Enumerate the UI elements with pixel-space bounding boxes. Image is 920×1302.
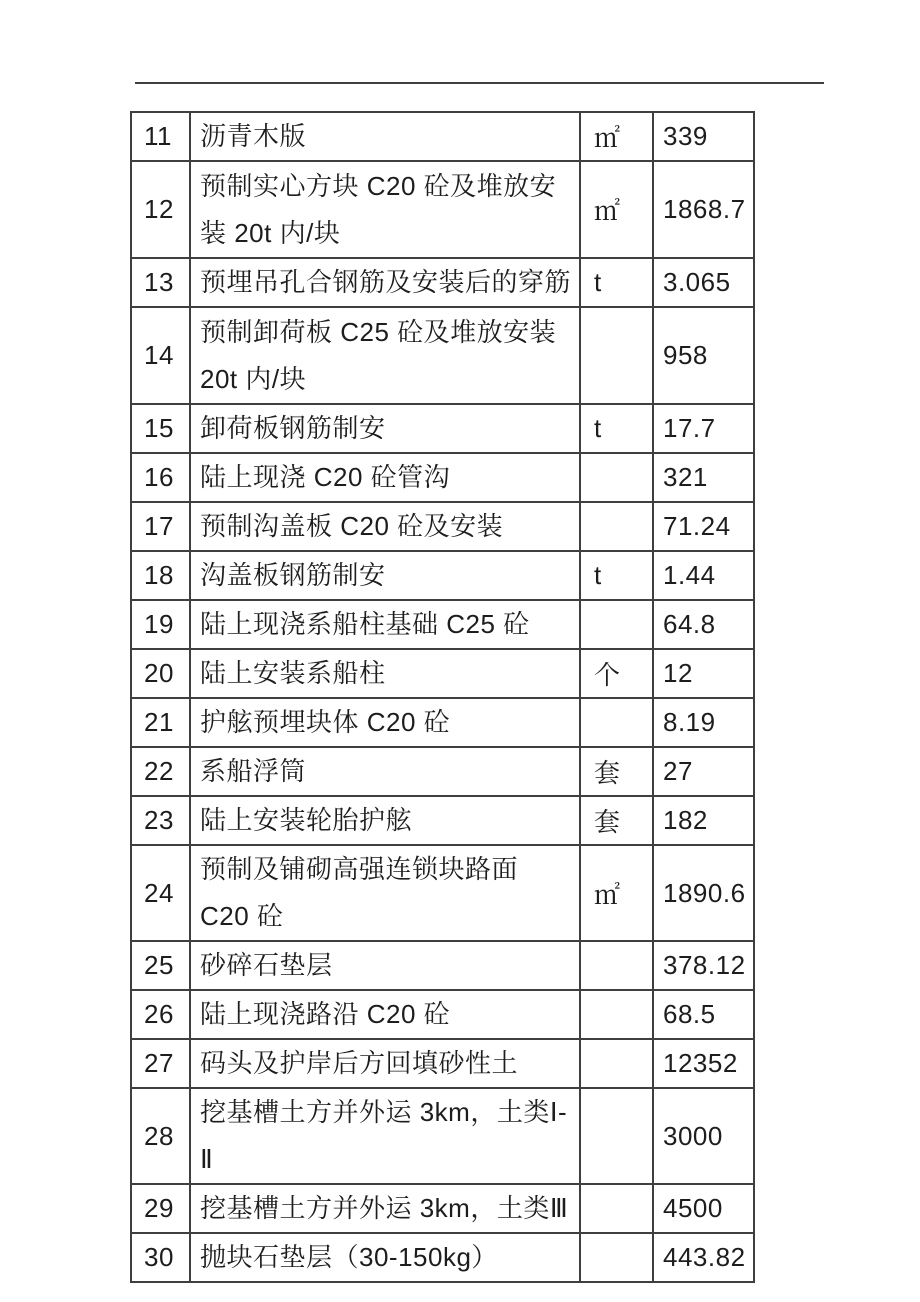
item-unit: 套 — [580, 747, 653, 796]
row-number: 20 — [131, 649, 190, 698]
row-number: 21 — [131, 698, 190, 747]
quantities-table — [130, 111, 755, 1283]
table-row — [131, 845, 754, 941]
table-row — [131, 502, 754, 551]
item-description: 陆上现浇 C20 砼管沟 — [190, 453, 580, 502]
item-quantity: 443.82 — [653, 1233, 754, 1282]
item-quantity: 27 — [653, 747, 754, 796]
item-unit: 个 — [580, 649, 653, 698]
item-description: 预制卸荷板 C25 砼及堆放安装 20t 内/块 — [190, 307, 580, 404]
item-description: 沟盖板钢筋制安 — [190, 551, 580, 600]
item-quantity: 64.8 — [653, 600, 754, 649]
table-row — [131, 1233, 754, 1282]
item-quantity: 8.19 — [653, 698, 754, 747]
item-description: 卸荷板钢筋制安 — [190, 404, 580, 453]
row-number: 25 — [131, 941, 190, 990]
row-number: 19 — [131, 600, 190, 649]
item-unit — [580, 1184, 653, 1233]
row-number: 23 — [131, 796, 190, 845]
item-description: 沥青木版 — [190, 112, 580, 161]
item-quantity: 3000 — [653, 1088, 754, 1184]
item-unit: t — [580, 551, 653, 600]
table-row — [131, 796, 754, 845]
row-number: 14 — [131, 307, 190, 404]
table-row — [131, 161, 754, 258]
table-row — [131, 1184, 754, 1233]
item-description: 护舷预埋块体 C20 砼 — [190, 698, 580, 747]
item-description: 预埋吊孔合钢筋及安装后的穿筋 — [190, 258, 580, 307]
item-description: 预制实心方块 C20 砼及堆放安装 20t 内/块 — [190, 161, 580, 258]
item-description: 系船浮筒 — [190, 747, 580, 796]
row-number: 27 — [131, 1039, 190, 1088]
item-unit: t — [580, 404, 653, 453]
table-row — [131, 404, 754, 453]
row-number: 30 — [131, 1233, 190, 1282]
item-quantity: 1868.7 — [653, 161, 754, 258]
table-row — [131, 1088, 754, 1184]
item-description: 抛块石垫层（30-150kg） — [190, 1233, 580, 1282]
row-number: 26 — [131, 990, 190, 1039]
item-unit — [580, 698, 653, 747]
item-unit — [580, 990, 653, 1039]
row-number: 17 — [131, 502, 190, 551]
item-unit — [580, 453, 653, 502]
item-quantity: 339 — [653, 112, 754, 161]
item-quantity: 378.12 — [653, 941, 754, 990]
table-row — [131, 551, 754, 600]
table-row — [131, 307, 754, 404]
item-unit — [580, 600, 653, 649]
table-row — [131, 453, 754, 502]
row-number: 22 — [131, 747, 190, 796]
item-unit — [580, 1233, 653, 1282]
item-description: 陆上现浇路沿 C20 砼 — [190, 990, 580, 1039]
table-row — [131, 941, 754, 990]
item-quantity: 71.24 — [653, 502, 754, 551]
item-quantity: 12 — [653, 649, 754, 698]
item-description: 陆上安装轮胎护舷 — [190, 796, 580, 845]
row-number: 24 — [131, 845, 190, 941]
row-number: 16 — [131, 453, 190, 502]
item-description: 挖基槽土方并外运 3km，土类Ⅲ — [190, 1184, 580, 1233]
item-unit — [580, 502, 653, 551]
item-description: 码头及护岸后方回填砂性土 — [190, 1039, 580, 1088]
item-quantity: 3.065 — [653, 258, 754, 307]
item-quantity: 17.7 — [653, 404, 754, 453]
item-description: 挖基槽土方并外运 3km，土类Ⅰ-Ⅱ — [190, 1088, 580, 1184]
table-row — [131, 1039, 754, 1088]
item-unit — [580, 941, 653, 990]
item-quantity: 4500 — [653, 1184, 754, 1233]
item-unit: ㎡ — [580, 845, 653, 941]
table-row — [131, 698, 754, 747]
item-unit: t — [580, 258, 653, 307]
table-row — [131, 258, 754, 307]
page-header-rule — [135, 82, 824, 84]
item-quantity: 1890.6 — [653, 845, 754, 941]
row-number: 15 — [131, 404, 190, 453]
row-number: 13 — [131, 258, 190, 307]
item-description: 预制及铺砌高强连锁块路面 C20 砼 — [190, 845, 580, 941]
row-number: 29 — [131, 1184, 190, 1233]
item-quantity: 68.5 — [653, 990, 754, 1039]
item-description: 预制沟盖板 C20 砼及安装 — [190, 502, 580, 551]
item-unit: ㎡ — [580, 161, 653, 258]
table-row — [131, 747, 754, 796]
item-quantity: 12352 — [653, 1039, 754, 1088]
item-unit: ㎡ — [580, 112, 653, 161]
item-description: 陆上安装系船柱 — [190, 649, 580, 698]
item-quantity: 1.44 — [653, 551, 754, 600]
item-unit — [580, 1039, 653, 1088]
table-row — [131, 990, 754, 1039]
item-description: 陆上现浇系船柱基础 C25 砼 — [190, 600, 580, 649]
table-row — [131, 649, 754, 698]
table-row — [131, 112, 754, 161]
item-unit — [580, 307, 653, 404]
item-description: 砂碎石垫层 — [190, 941, 580, 990]
item-unit: 套 — [580, 796, 653, 845]
row-number: 12 — [131, 161, 190, 258]
item-quantity: 321 — [653, 453, 754, 502]
item-quantity: 958 — [653, 307, 754, 404]
item-unit — [580, 1088, 653, 1184]
row-number: 18 — [131, 551, 190, 600]
table-row — [131, 600, 754, 649]
row-number: 11 — [131, 112, 190, 161]
item-quantity: 182 — [653, 796, 754, 845]
table-body — [131, 112, 754, 1282]
row-number: 28 — [131, 1088, 190, 1184]
